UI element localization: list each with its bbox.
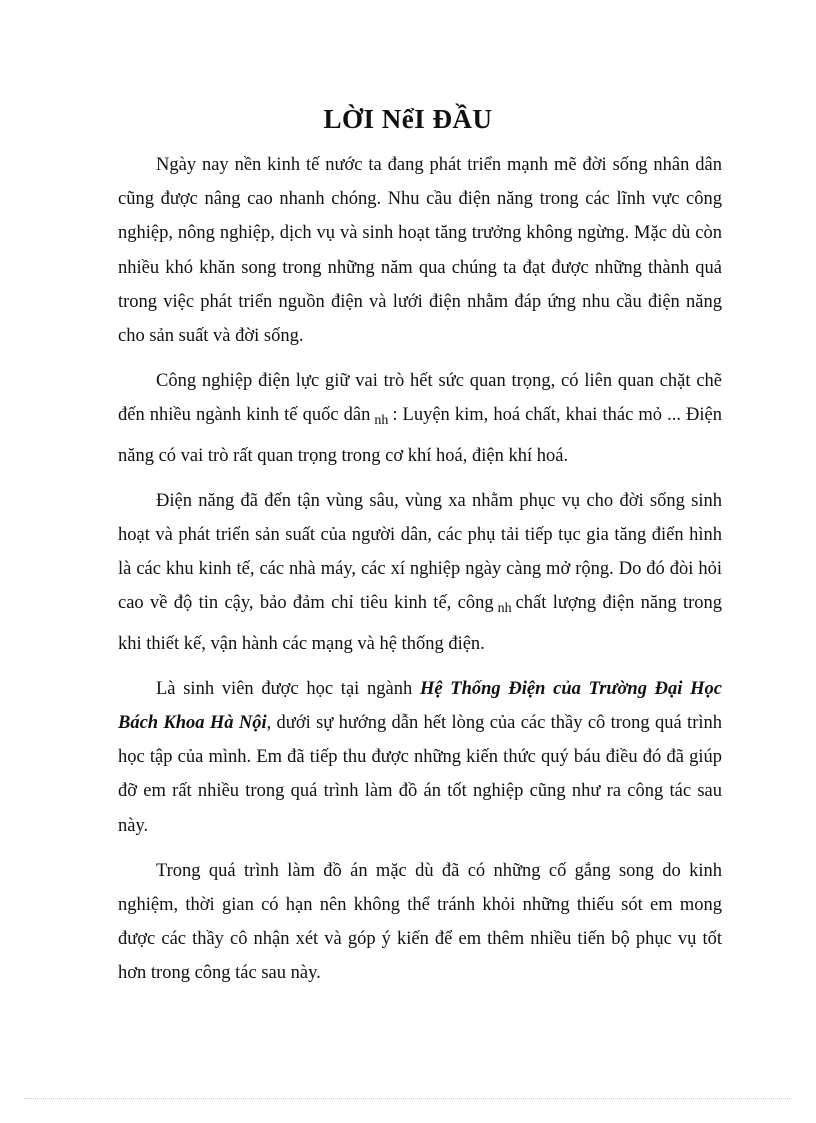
paragraph — [118, 854, 722, 991]
paragraph — [118, 364, 722, 473]
paragraph-text: Là sinh viên được học tại ngành — [156, 678, 420, 699]
subscript-fragment: nh — [374, 413, 389, 429]
body-text — [118, 148, 722, 1002]
paragraph-text: : Luyện kim, hoá chất, khai thác mỏ ... Điện năng có vai trò rất quan trọng trong cơ khí hoá, điện khí hoá. — [118, 405, 722, 466]
footer-divider — [24, 1098, 792, 1099]
page-title: LỜI NểI ĐẦU — [323, 104, 493, 134]
paragraph — [118, 484, 722, 661]
paragraph-text: Trong quá trình làm đồ án mặc dù đã có những cố gắng song do kinh nghiệm, thời gian có hạn nên không thể tránh khỏi những thiếu sót em mong được các thầy cô nhận xét và góp ý kiến để em thêm nhiều tiến bộ phục vụ tốt hơn trong công tác sau này. — [118, 860, 722, 984]
paragraph-text: chất lượng điện năng trong khi thiết kế, vận hành các mạng và hệ thống điện. — [118, 593, 723, 654]
paragraph-text: Công nghiệp điện lực giữ vai trò hết sức quan trọng, có liên quan chặt chẽ đến nhiều ngành kinh tế quốc dân — [118, 371, 722, 426]
paragraph-text: Điện năng đã đến tận vùng sâu, vùng xa nhằm phục vụ cho đời sống sinh hoạt và phát triển sản suất của người dân, các phụ tải tiếp tục gia tăng điển hình là các khu kinh tế, các nhà máy, các xí nghiệp ngày càng mở rộng. Do đó đòi hỏi cao về độ tin cậy, bảo đảm chỉ tiêu kinh tế, công — [118, 490, 722, 614]
subscript-fragment: nh — [497, 601, 512, 617]
paragraph-text: Ngày nay nền kinh tế nước ta đang phát triển mạnh mẽ đời sống nhân dân cũng được nâng cao nhanh chóng. Nhu cầu điện năng trong các lĩnh vực công nghiệp, nông nghiệp, dịch vụ và sinh hoạt tăng trưởng không ngừng. Mặc dù còn nhiều khó khăn song trong những năm qua chúng ta đạt được những thành quả trong việc phát triển nguồn điện và lưới điện nhằm đáp ứng nhu cầu điện năng cho sản suất và đời sống. — [118, 155, 722, 347]
paragraph-text: , dưới sự hướng dẫn hết lòng của các thầy cô trong quá trình học tập của mình. Em đã tiếp thu được những kiến thức quý báu điều đó đã giúp đỡ em rất nhiều trong quá trình làm đồ án tốt nghiệp cũng như ra công tác sau này. — [118, 713, 722, 836]
paragraph — [118, 672, 722, 843]
emphasized-text: Hệ Thống Điện của Trường Đại Học Bách Khoa Hà Nội — [118, 678, 722, 734]
paragraph — [118, 148, 722, 353]
